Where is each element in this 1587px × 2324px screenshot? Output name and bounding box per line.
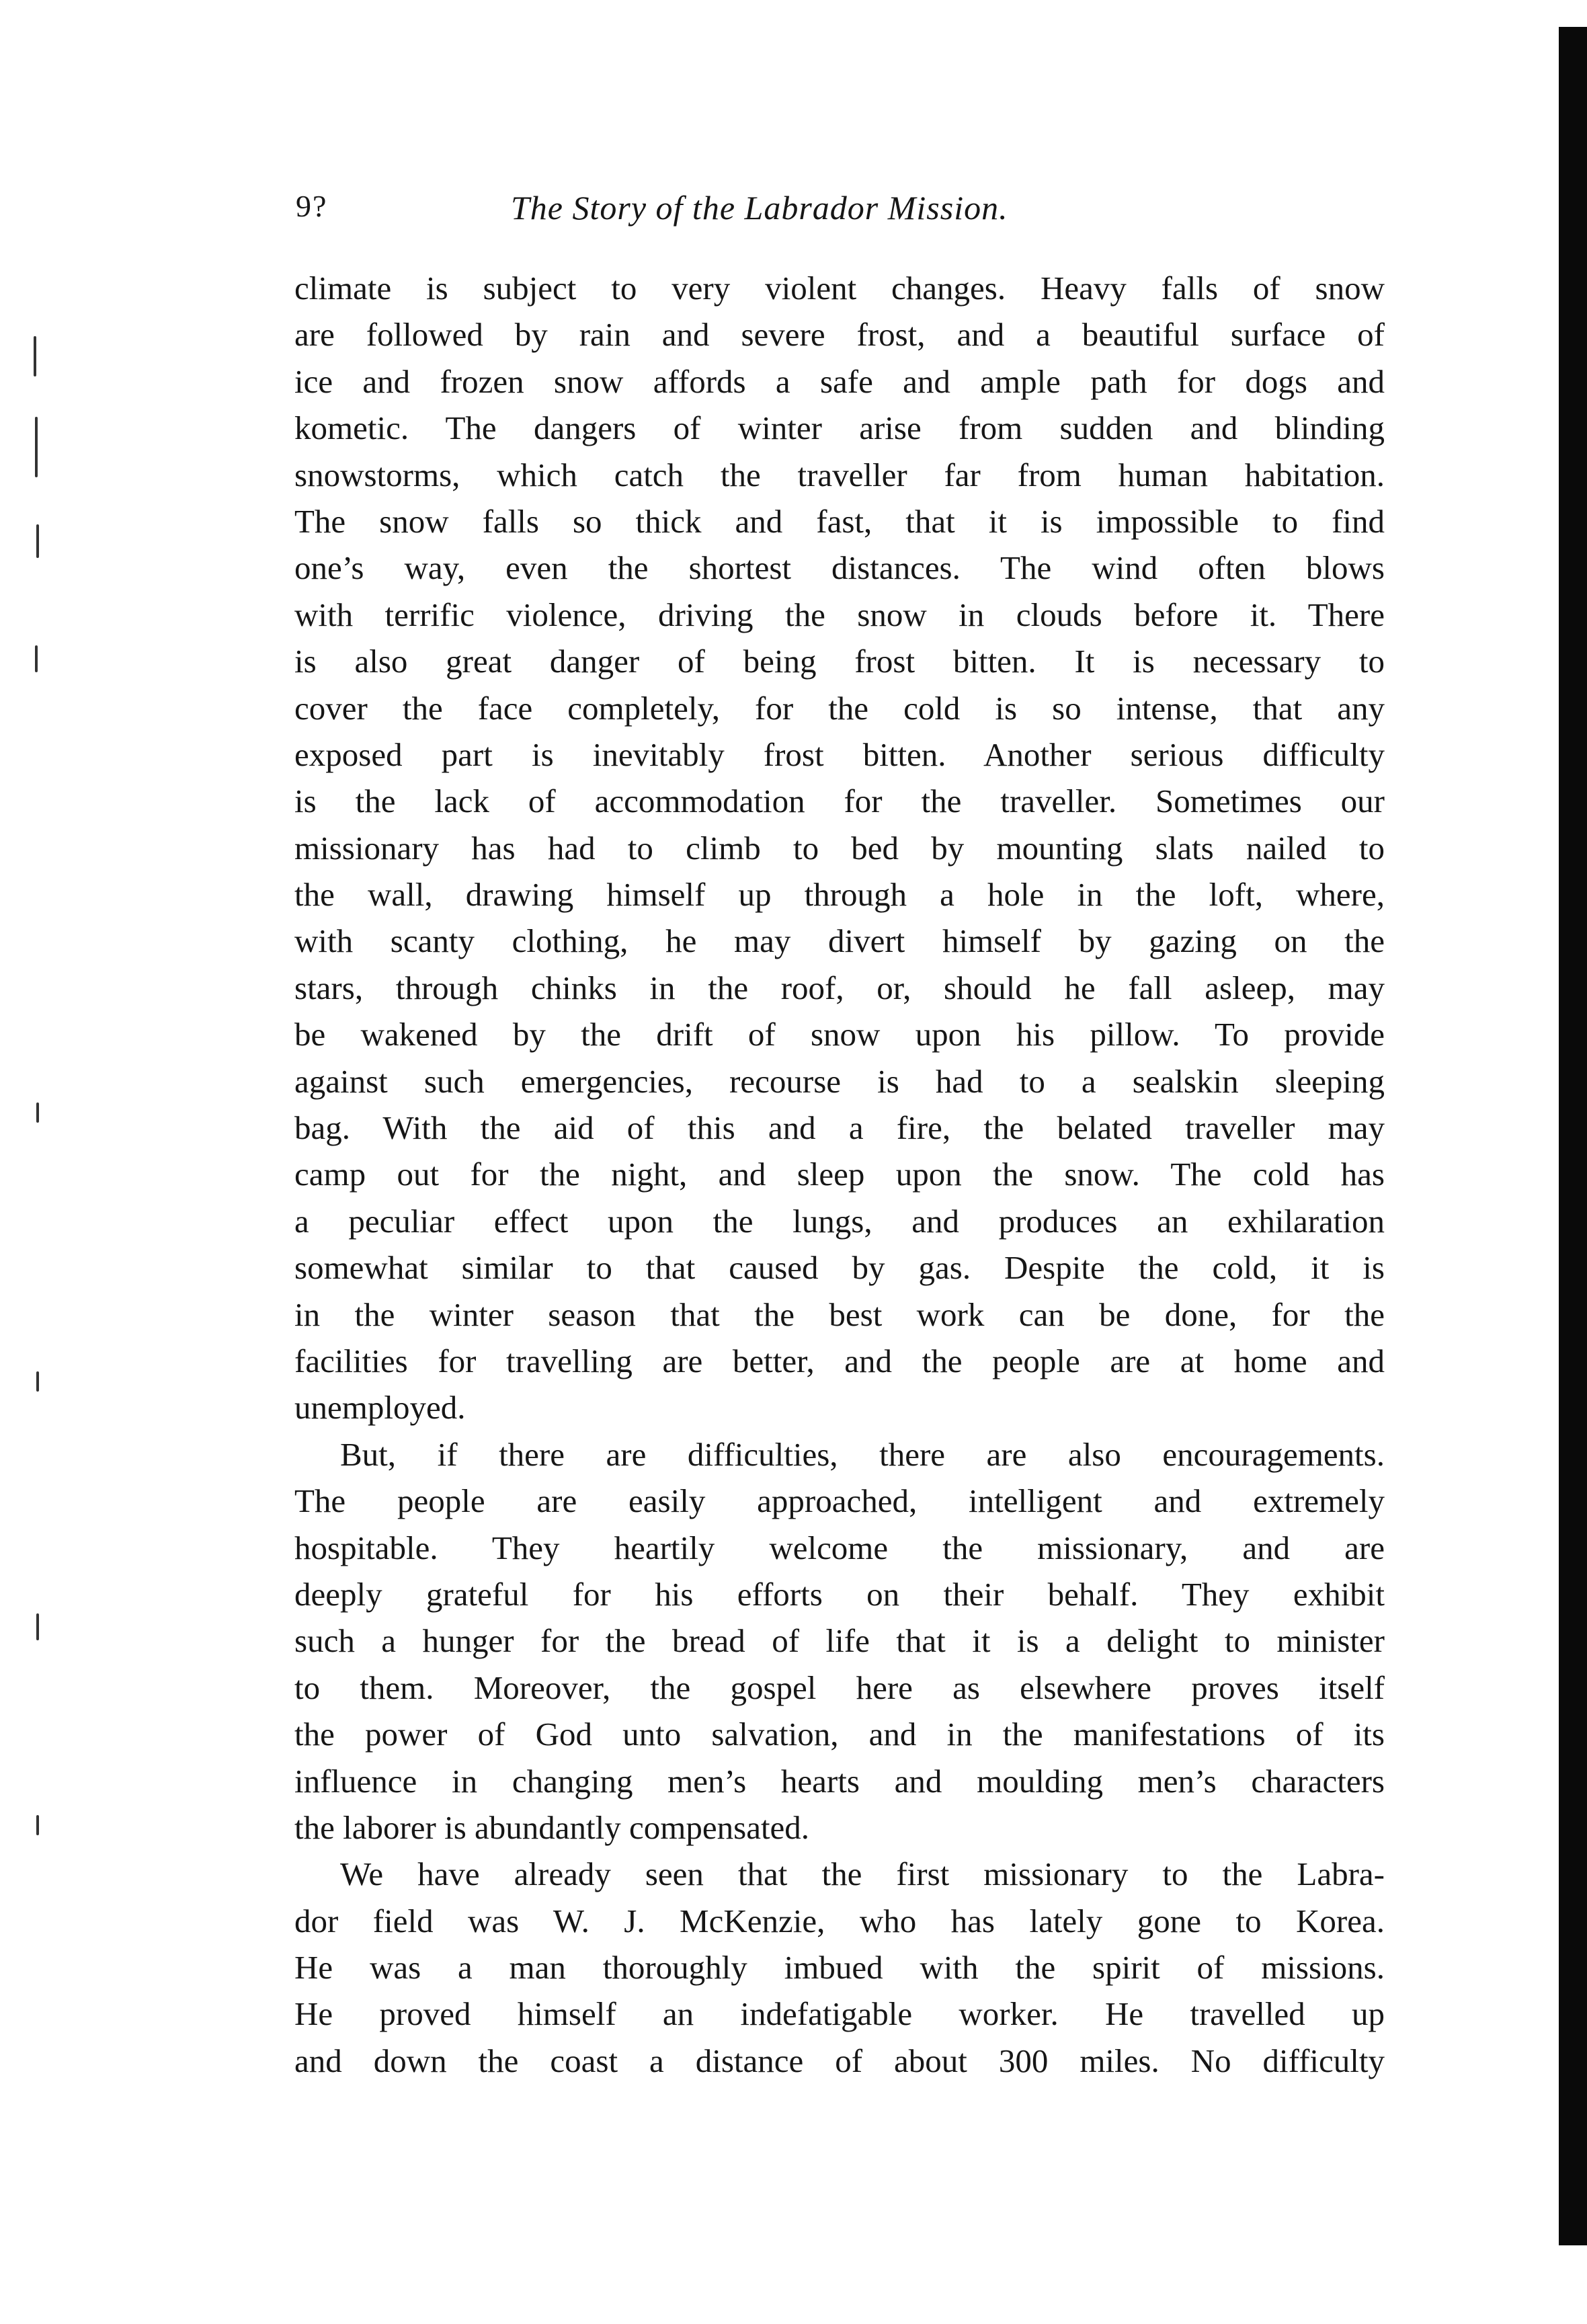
text-line: hospitable. They heartily welcome the missionary, and are	[294, 1529, 1385, 1566]
text-line: one’s way, even the shortest distances. The wind often blows	[294, 549, 1385, 587]
page-header	[296, 188, 1391, 242]
running-title: The Story of the Labrador Mission.	[511, 189, 1008, 227]
text-line: the wall, drawing himself up through a hole in the loft, where,	[294, 876, 1385, 914]
text-line: influence in changing men’s hearts and moulding men’s characters	[294, 1762, 1385, 1800]
text-line: kometic. The dangers of winter arise from sudden and blinding	[294, 409, 1385, 447]
text-line: somewhat similar to that caused by gas. Despite the cold, it is	[294, 1249, 1385, 1287]
scan-speck	[36, 1613, 39, 1640]
text-line: exposed part is inevitably frost bitten. Another serious difficulty	[294, 735, 1385, 773]
text-line: with terrific violence, driving the snow in clouds before it. There	[294, 596, 1385, 633]
text-line: to them. Moreover, the gospel here as elsewhere proves itself	[294, 1669, 1385, 1706]
scan-speck	[36, 1103, 39, 1123]
scan-speck	[36, 1815, 39, 1835]
scan-speck	[36, 1371, 39, 1392]
text-line: stars, through chinks in the roof, or, should he fall asleep, may	[294, 969, 1385, 1006]
text-line: climate is subject to very violent changes. Heavy falls of snow	[294, 270, 1385, 307]
text-line: We have already seen that the first missionary to the Labra-	[340, 1855, 1385, 1893]
scan-speck	[35, 645, 38, 672]
text-line: are followed by rain and severe frost, and a beautiful surface of	[294, 316, 1385, 354]
body-text	[294, 265, 1385, 2084]
text-line: facilities for travelling are better, and the people are at home and	[294, 1342, 1385, 1379]
text-line: with scanty clothing, he may divert himself by gazing on the	[294, 922, 1385, 960]
text-line: the laborer is abundantly compensated.	[294, 1808, 810, 1846]
page-number: 9?	[296, 189, 328, 223]
text-line: unemployed.	[294, 1389, 466, 1427]
text-line: against such emergencies, recourse is had to a sealskin sleeping	[294, 1062, 1385, 1100]
text-line: snowstorms, which catch the traveller far from human habitation.	[294, 456, 1385, 493]
text-line: But, if there are difficulties, there are also encouragements.	[340, 1435, 1385, 1473]
text-line: the power of God unto salvation, and in the manifestations of its	[294, 1716, 1385, 1753]
text-line: bag. With the aid of this and a fire, the belated traveller may	[294, 1109, 1385, 1147]
text-line: deeply grateful for his efforts on their behalf. They exhibit	[294, 1575, 1385, 1613]
scan-speck	[34, 336, 36, 376]
text-line: and down the coast a distance of about 300 miles. No difficulty	[294, 2042, 1385, 2079]
text-line: The people are easily approached, intelligent and extremely	[294, 1482, 1385, 1520]
scan-speck	[35, 417, 38, 477]
text-line: a peculiar effect upon the lungs, and produces an exhilaration	[294, 1202, 1385, 1240]
binding-shadow	[1559, 27, 1587, 2245]
text-line: in the winter season that the best work can be done, for the	[294, 1295, 1385, 1333]
margin-scan-marks	[27, 269, 54, 2151]
text-line: camp out for the night, and sleep upon the snow. The cold has	[294, 1156, 1385, 1193]
text-line: He proved himself an indefatigable worker. He travelled up	[294, 1995, 1385, 2033]
text-line: is the lack of accommodation for the traveller. Sometimes our	[294, 783, 1385, 820]
scan-speck	[36, 524, 39, 558]
text-line: be wakened by the drift of snow upon his pillow. To provide	[294, 1016, 1385, 1053]
text-line: He was a man thoroughly imbued with the spirit of missions.	[294, 1949, 1385, 1987]
text-line: such a hunger for the bread of life that it is a delight to minister	[294, 1622, 1385, 1660]
text-line: The snow falls so thick and fast, that it is impossible to find	[294, 502, 1385, 540]
text-line: ice and frozen snow affords a safe and ample path for dogs and	[294, 362, 1385, 400]
text-line: is also great danger of being frost bitten. It is necessary to	[294, 643, 1385, 680]
text-line: cover the face completely, for the cold is so intense, that any	[294, 689, 1385, 727]
text-line: missionary has had to climb to bed by mounting slats nailed to	[294, 829, 1385, 867]
text-line: dor field was W. J. McKenzie, who has lately gone to Korea.	[294, 1902, 1385, 1939]
paragraph-container	[294, 265, 1385, 2084]
